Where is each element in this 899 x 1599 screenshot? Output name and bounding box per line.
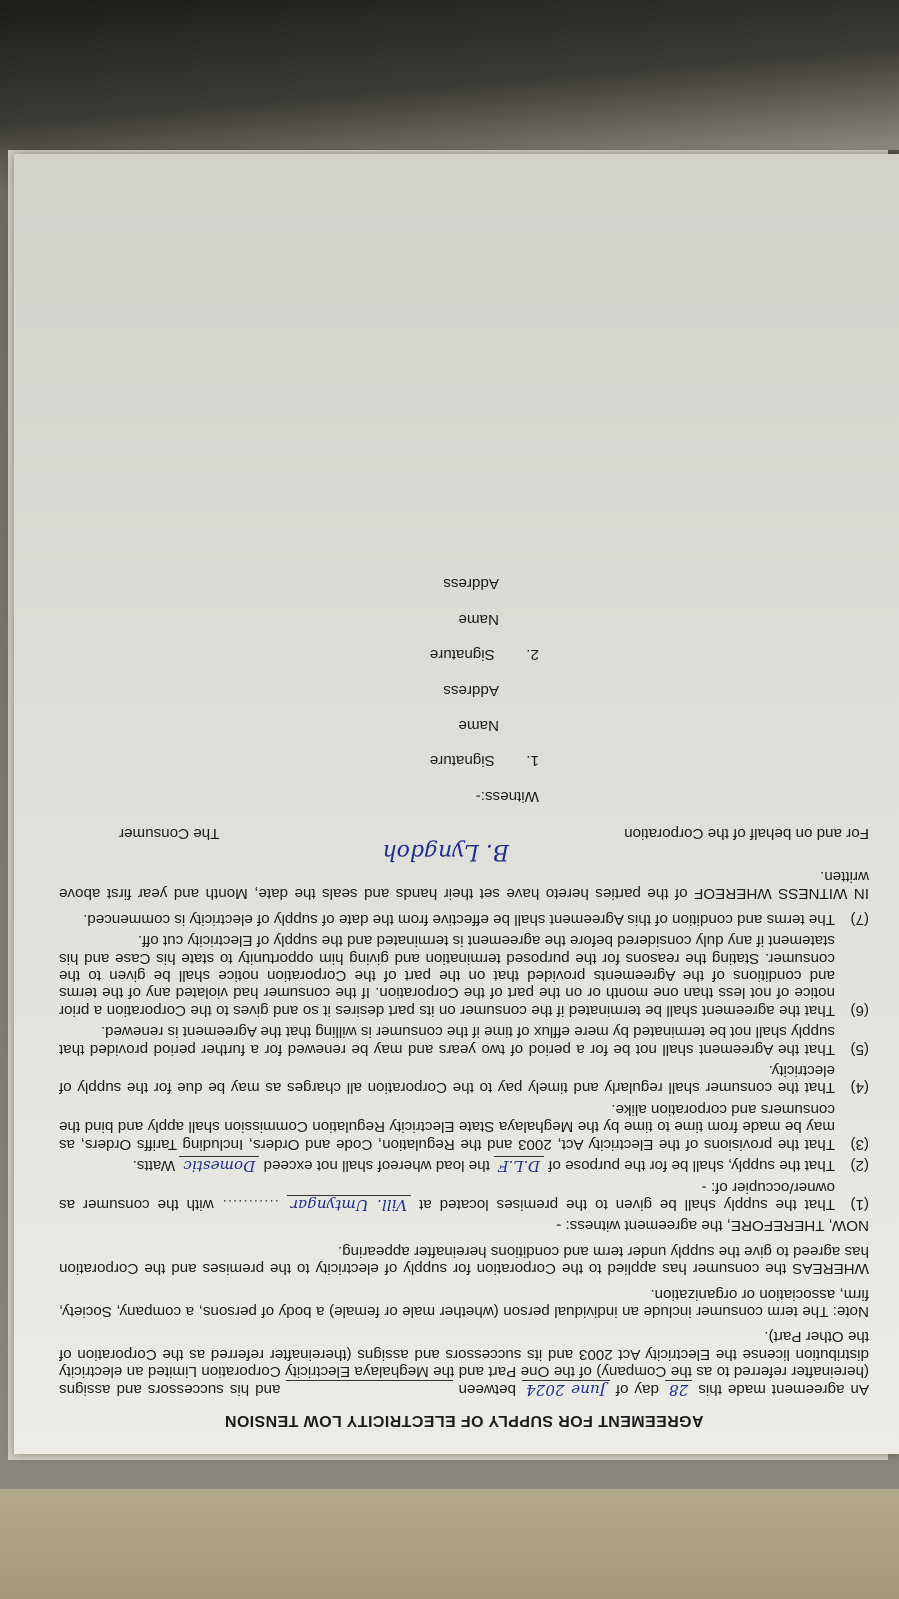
clause-1 <box>59 1178 869 1213</box>
clause-text: That the consumer shall regularly and timely pay to the Corporation all charges as may be due for the supply of electricity. <box>59 1062 835 1097</box>
clause-5 <box>59 1023 869 1058</box>
clause-text: That the agreement shall be terminated if the consumer on its part desires it so and gives to the Corporation a prior notice of not less than one month or on the part of the Corporation. If the consumer had violated any of the terms and conditions of the Agreements provided that on the part of the Corporation notice shall be given to the consumer. Stating the reasons for the purposed termination and giving him opportunity to state his Case and his statement if any duly considered before the agreement is terminated and the supply of Electricity cut off. <box>59 932 835 1019</box>
clause-text <box>59 1178 835 1213</box>
signature-label: Signature <box>429 646 495 664</box>
clause-2 <box>59 1157 869 1174</box>
now-therefore-line: NOW, THEREFORE, the agreement witness: - <box>556 1217 869 1235</box>
intro-text-2: day of <box>615 1380 659 1398</box>
filled-month: June 2024 <box>522 1380 610 1399</box>
witness-whereof-paragraph: IN WITNESS WHEREOF of the parties hereto have set their hands and seals the date, Month and year first above written. <box>59 868 869 903</box>
intro-text-1: An agreement made this <box>698 1380 869 1398</box>
corporation-signatory-label: For and on behalf of the Corporation <box>624 825 869 843</box>
witness-2-address: Address <box>443 575 499 593</box>
note-paragraph: Note: The term consumer include an individual person (whether male or female) a body of persons, a company, Society, firm, association or organization. <box>59 1285 869 1320</box>
clause-1-text-a: That the supply shall be given to the premises located at <box>419 1195 835 1213</box>
witness-1-address: Address <box>443 681 499 699</box>
intro-text-3: between <box>458 1380 516 1398</box>
witness-block <box>59 575 539 805</box>
filled-load: Domestic <box>179 1156 259 1175</box>
clause-number: (1) <box>850 1195 869 1213</box>
witness-number: 2. <box>526 646 539 664</box>
clause-2-text-a: That the supply, shall be for the purpose of <box>548 1157 835 1175</box>
consumer-signature-handwritten: B. Lyngdoh <box>382 838 509 864</box>
document-title: AGREEMENT FOR SUPPLY OF ELECTRICITY LOW TENSION <box>224 1412 704 1429</box>
clause-text <box>59 1157 835 1174</box>
witness-heading: Witness:- <box>475 787 539 805</box>
clause-6 <box>59 932 869 1019</box>
filled-day: 28 <box>665 1380 692 1399</box>
witness-number: 1. <box>526 752 539 770</box>
clause-number: (7) <box>850 910 869 928</box>
clause-2-text-c: Watts. <box>132 1157 176 1175</box>
witness-2-name: Name <box>458 610 499 628</box>
clause-number: (6) <box>850 1001 869 1019</box>
intro-paragraph <box>59 1328 869 1398</box>
witness-1-name: Name <box>458 717 499 734</box>
clause-number: (5) <box>850 1040 869 1058</box>
filled-purpose: D.L.F <box>494 1156 544 1175</box>
witness-1-signature <box>59 752 539 769</box>
clause-3 <box>59 1101 869 1153</box>
clause-2-text-b: the load whereof shall not exceed <box>263 1157 490 1175</box>
clause-number: (2) <box>850 1157 869 1175</box>
whereas-paragraph: WHEREAS the consumer has applied to the Corporation for supply of electricity to the premises and the Corporation has agreed to give the supply under term and conditions hereinafter appearing. <box>59 1242 869 1278</box>
consumer-signatory-label: The Consumer <box>119 825 220 843</box>
clause-7 <box>59 910 869 927</box>
party-blank <box>286 1380 452 1399</box>
clause-text: The terms and condition of this Agreement shall be effective from the date of supply of electricity is commenced. <box>83 910 835 928</box>
witness-2-signature <box>59 646 539 663</box>
signature-label: Signature <box>429 752 495 770</box>
clause-text: That the Agreement shall not be for a period of two years and may be renewed for a further period provided that supply shall not be terminated by mere efflux of time if the consumer is willing that the Agreement is renewed. <box>59 1023 835 1058</box>
filled-location: Vill. Umtyngar <box>287 1195 411 1214</box>
clause-4 <box>59 1062 869 1097</box>
clause-number: (3) <box>850 1135 869 1153</box>
clause-number: (4) <box>850 1079 869 1097</box>
agreement-document <box>59 557 869 1429</box>
intro-text-4: and his successors and assigns (hereinafter referred to as the Company) of the One Part and the Meghalaya Electricity Corporation Limited an electricity distribution license the Electricity Act 2003 and its successors and assigns (thereinafter referred as the Corporation of the Other Part). <box>59 1328 869 1398</box>
clause-1-text-b: with the consumer as owner/occupier of: - <box>59 1178 835 1213</box>
dotted-blank: ........... <box>221 1195 279 1213</box>
clause-text: That the provisions of the Electricity Act, 2003 and the Regulation, Code and Orders, Including Tariffs Orders, as may be made from time to time by the Meghalaya State Electricity Regulation Commission shall apply and bind the consumers and corporation alike. <box>59 1100 835 1153</box>
